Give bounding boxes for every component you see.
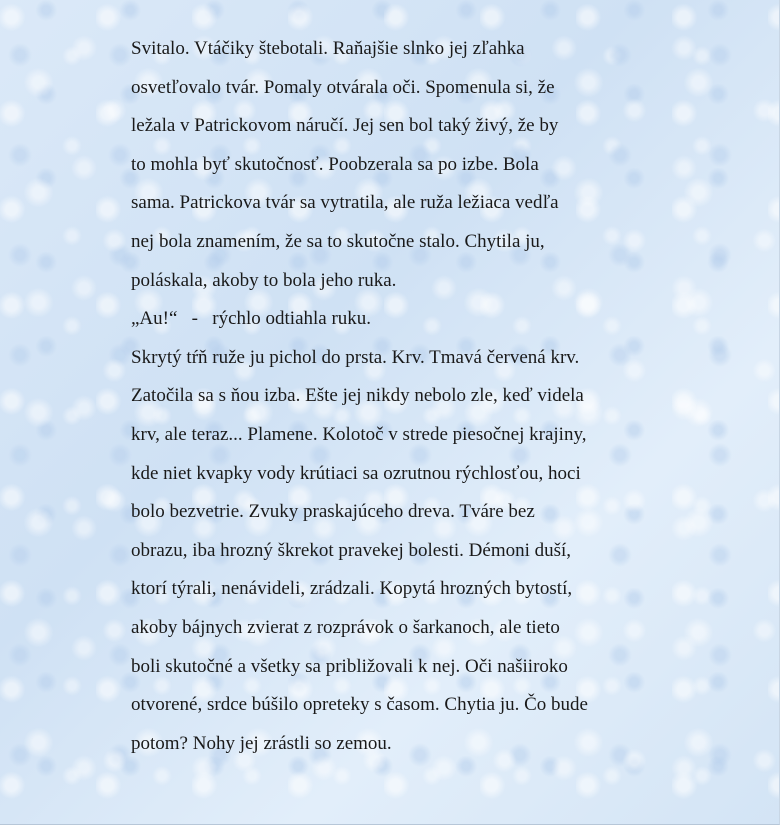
text-line: akoby bájnych zvierat z rozprávok o šarkanoch, ale tieto (131, 616, 560, 638)
story-text (131, 30, 691, 763)
text-line: osvetľovalo tvár. Pomaly otvárala oči. Spomenula si, že (131, 76, 555, 98)
text-line: nej bola znamením, že sa to skutočne stalo. Chytila ju, (131, 230, 545, 252)
dialogue-line (131, 300, 691, 339)
text-line: sama. Patrickova tvár sa vytratila, ale ruža ležiaca vedľa (131, 192, 559, 214)
text-line: Zatočila sa s ňou izba. Ešte jej nikdy nebolo zle, keď videla (131, 385, 584, 407)
text-line: Skrytý tŕň ruže ju pichol do prsta. Krv. Tmavá červená krv. (131, 346, 580, 368)
text-line: bolo bezvetrie. Zvuky praskajúceho dreva. Tváre bez (131, 501, 535, 523)
text-line: Svitalo. Vtáčiky štebotali. Raňajšie slnko jej zľahka (131, 38, 525, 59)
text-line: ležala v Patrickovom náručí. Jej sen bol taký živý, že by (131, 115, 559, 137)
dialogue-text: „Au!“ - rýchlo odtiahla ruku. (131, 308, 372, 330)
text-line: potom? Nohy jej zrástli so zemou. (131, 732, 392, 754)
text-line: kde niet kvapky vody krútiaci sa ozrutnou rýchlosťou, hoci (131, 462, 581, 484)
text-line: boli skutočné a všetky sa približovali k nej. Oči našiiroko (131, 655, 568, 677)
text-line: ktorí týrali, nenávideli, zrádzali. Kopytá hrozných bytostí, (131, 578, 573, 600)
text-line: krv, ale teraz... Plamene. Kolotoč v strede piesočnej krajiny, (131, 423, 587, 445)
text-line: otvorené, srdce búšilo opreteky s časom. Chytia ju. Čo bude (131, 694, 588, 716)
text-line: obrazu, iba hrozný škrekot pravekej bolesti. Démoni duší, (131, 539, 572, 561)
text-line: to mohla byť skutočnosť. Poobzerala sa po izbe. Bola (131, 153, 539, 175)
text-line: poláskala, akoby to bola jeho ruka. (131, 269, 397, 291)
